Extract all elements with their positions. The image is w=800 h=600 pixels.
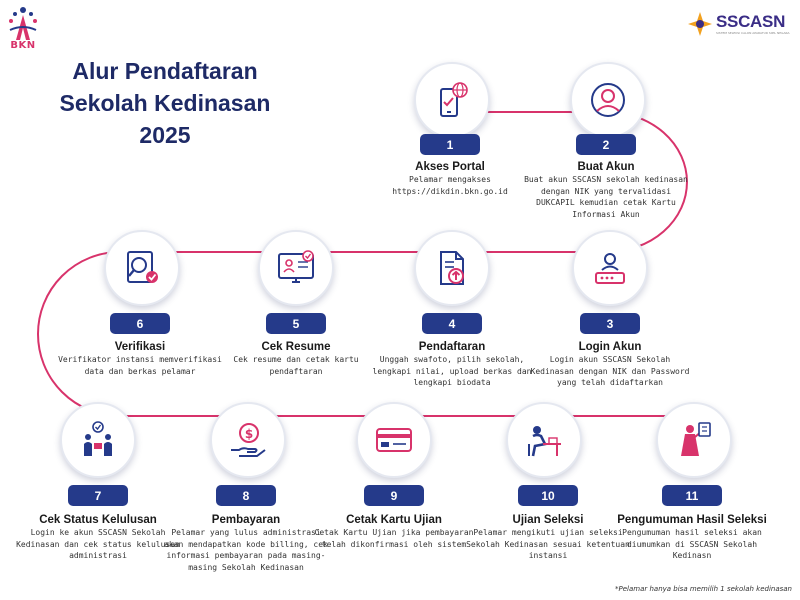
step-description: Login akun SSCASN Sekolah Kedinasan dengan NIK dan Password yang telah didaftarkan: [530, 355, 690, 387]
title-line-1: Alur Pendaftaran: [72, 58, 258, 84]
step-description: Pengumuman hasil seleksi akan diumumkan di SSCASN Sekolah Kedinasn: [622, 528, 762, 560]
upload-document-icon: [414, 230, 490, 306]
step-description: Pelamar yang lulus administrasi akan mendapatkan kode billing, cek informasi pembayaran pada masing-masing Sekolah Kedinasan: [164, 528, 328, 572]
step-title: Cek Resume: [261, 341, 331, 353]
bkn-label: BKN: [10, 40, 36, 51]
step-title: Ujian Seleksi: [512, 514, 584, 526]
step-title: Verifikasi: [114, 341, 166, 353]
svg-text:$: $: [244, 427, 254, 441]
step-title: Pengumuman Hasil Seleksi: [617, 514, 767, 526]
mobile-portal-icon: [414, 62, 490, 138]
verification-magnifier-icon: [104, 230, 180, 306]
page-title: [40, 55, 290, 151]
step-number-badge: 10: [518, 485, 578, 506]
step-description: Login ke akun SSCASN Sekolah Kedinasan dan cek status kelulusan administrasi: [16, 528, 180, 560]
step-title: Pendaftaran: [418, 341, 486, 353]
step-description: Buat akun SSCASN sekolah kedinasan dengan NIK yang tervalidasi DUKCAPIL kemudian cetak Kartu Informasi Akun: [524, 175, 688, 219]
step-title: Buat Akun: [577, 161, 635, 173]
step-number-badge: 7: [68, 485, 128, 506]
sscasn-label: SSCASN: [716, 12, 786, 31]
step-description: Pelamar mengikuti ujian seleksi Sekolah Kedinasan sesuai ketentuan instansi: [466, 528, 630, 560]
step-number-badge: 2: [576, 134, 636, 155]
title-line-3: 2025: [139, 122, 191, 148]
step-title: Cek Status Kelulusan: [39, 514, 157, 526]
step-description: Cek resume dan cetak kartu pendaftaran: [233, 355, 359, 376]
login-icon: [572, 230, 648, 306]
step-title: Akses Portal: [415, 161, 485, 173]
step-number-badge: 3: [580, 313, 640, 334]
step-description: Pelamar mengakses https://dikdin.bkn.go.id: [392, 175, 508, 196]
exam-desk-icon: [506, 402, 582, 478]
step-number-badge: 9: [364, 485, 424, 506]
step-title: Pembayaran: [211, 514, 281, 526]
step-description: Unggah swafoto, pilih sekolah, lengkapi nilai, upload berkas dan lengkapi biodata: [372, 355, 532, 387]
resume-monitor-icon: [258, 230, 334, 306]
step-number-badge: 4: [422, 313, 482, 334]
step-number-badge: 5: [266, 313, 326, 334]
step-title: Login Akun: [578, 341, 642, 353]
footnote: *Pelamar hanya bisa memilih 1 sekolah kedinasan: [615, 585, 792, 593]
step-number-badge: 1: [420, 134, 480, 155]
title-line-2: Sekolah Kedinasan: [59, 90, 271, 116]
announcement-icon: [656, 402, 732, 478]
step-number-badge: 8: [216, 485, 276, 506]
step-description: Verifikator instansi memverifikasi data dan berkas pelamar: [58, 355, 222, 376]
step-number-badge: 11: [662, 485, 722, 506]
sscasn-tagline: SISTEM SELEKSI CALON APARATUR SIPIL NEGARA: [716, 31, 790, 35]
step-title: Cetak Kartu Ujian: [346, 514, 442, 526]
graduation-check-icon: [60, 402, 136, 478]
exam-card-icon: [356, 402, 432, 478]
step-description: Cetak Kartu Ujian jika pembayaran telah dikonfirmasi oleh sistem: [314, 528, 474, 549]
user-account-icon: [570, 62, 646, 138]
payment-hand-icon: [210, 402, 286, 478]
step-number-badge: 6: [110, 313, 170, 334]
